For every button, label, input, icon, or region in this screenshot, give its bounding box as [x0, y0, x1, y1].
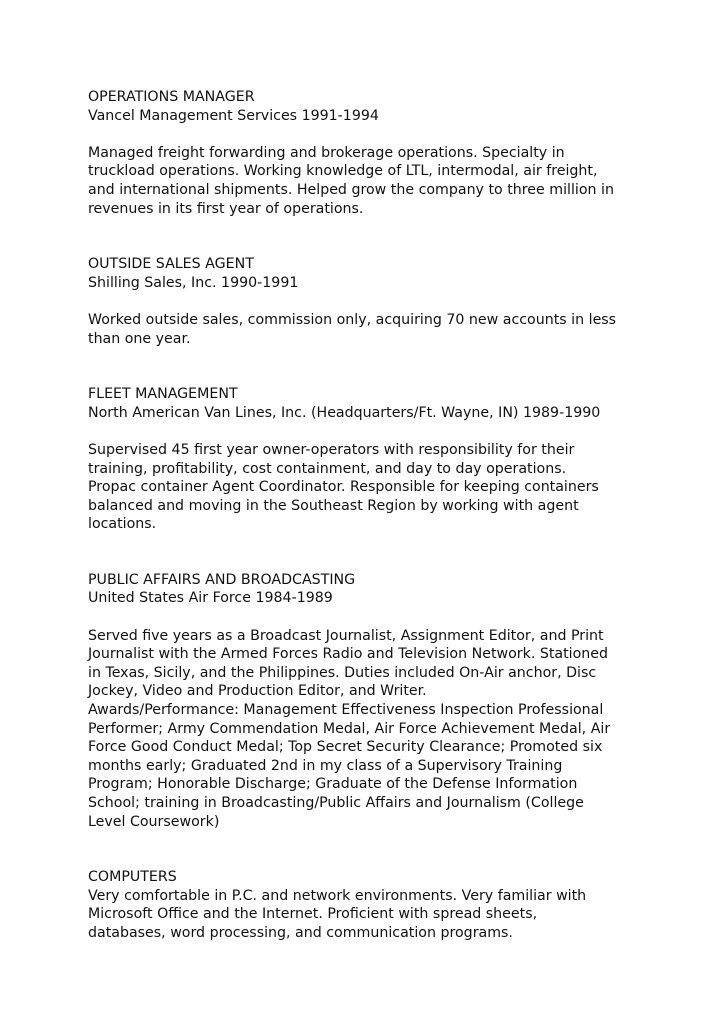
computers-section	[88, 868, 688, 942]
description-line: Propac container Agent Coordinator. Responsible for keeping containers	[88, 479, 599, 496]
description-line: Force Good Conduct Medal; Top Secret Security Clearance; Promoted six	[88, 739, 603, 756]
job-title: PUBLIC AFFAIRS AND BROADCASTING	[88, 571, 356, 588]
job-description	[88, 311, 688, 348]
description-line: truckload operations. Working knowledge of LTL, intermodal, air freight,	[88, 163, 598, 180]
description-line: than one year.	[88, 330, 191, 347]
description-line: Level Coursework)	[88, 813, 220, 830]
description-line: training, profitability, cost containment, and day to day operations.	[88, 460, 567, 477]
description-line: balanced and moving in the Southeast Region by working with agent	[88, 497, 579, 514]
description-line: Worked outside sales, commission only, acquiring 70 new accounts in less	[88, 311, 617, 328]
description-line: Microsoft Office and the Internet. Proficient with spread sheets,	[88, 906, 538, 923]
description-line: Managed freight forwarding and brokerage operations. Specialty in	[88, 144, 565, 161]
description-line: Supervised 45 first year owner-operators with responsibility for their	[88, 441, 575, 458]
employer-line: Vancel Management Services 1991-1994	[88, 107, 379, 124]
description-line: Jockey, Video and Production Editor, and Writer.	[88, 683, 427, 700]
description-line: and international shipments. Helped grow the company to three million in	[88, 181, 614, 198]
description-line: databases, word processing, and communication programs.	[88, 924, 513, 941]
description-line: locations.	[88, 516, 157, 533]
job-description	[88, 441, 688, 534]
description-line: School; training in Broadcasting/Public Affairs and Journalism (College	[88, 795, 584, 811]
employer-line: United States Air Force 1984-1989	[88, 590, 333, 607]
job-description	[88, 144, 688, 218]
description-line: Very comfortable in P.C. and network environments. Very familiar with	[88, 887, 587, 904]
description-line: in Texas, Sicily, and the Philippines. Duties included On-Air anchor, Disc	[88, 664, 597, 681]
experience-section-fleet-management	[88, 385, 688, 534]
experience-section-public-affairs	[88, 571, 688, 831]
description-line: Journalist with the Armed Forces Radio and Television Network. Stationed	[88, 646, 609, 663]
job-description	[88, 627, 688, 832]
section-heading: COMPUTERS	[88, 869, 177, 886]
description-line: Performer; Army Commendation Medal, Air Force Achievement Medal, Air	[88, 720, 611, 737]
job-title: OPERATIONS MANAGER	[88, 89, 255, 105]
job-title: FLEET MANAGEMENT	[88, 386, 238, 403]
description-line: revenues in its first year of operations.	[88, 200, 364, 217]
employer-line: Shilling Sales, Inc. 1990-1991	[88, 274, 299, 291]
employer-line: North American Van Lines, Inc. (Headquarters/Ft. Wayne, IN) 1989-1990	[88, 404, 601, 421]
job-title: OUTSIDE SALES AGENT	[88, 256, 254, 273]
description-line: Awards/Performance: Management Effectiveness Inspection Professional	[88, 702, 604, 719]
description-line: Served five years as a Broadcast Journalist, Assignment Editor, and Print	[88, 627, 604, 644]
description-line: Program; Honorable Discharge; Graduate of the Defense Information	[88, 776, 578, 793]
experience-section-outside-sales-agent	[88, 255, 688, 348]
experience-section-operations-manager	[88, 88, 688, 218]
resume-page	[88, 88, 688, 943]
description-line: months early; Graduated 2nd in my class of a Supervisory Training	[88, 757, 563, 774]
